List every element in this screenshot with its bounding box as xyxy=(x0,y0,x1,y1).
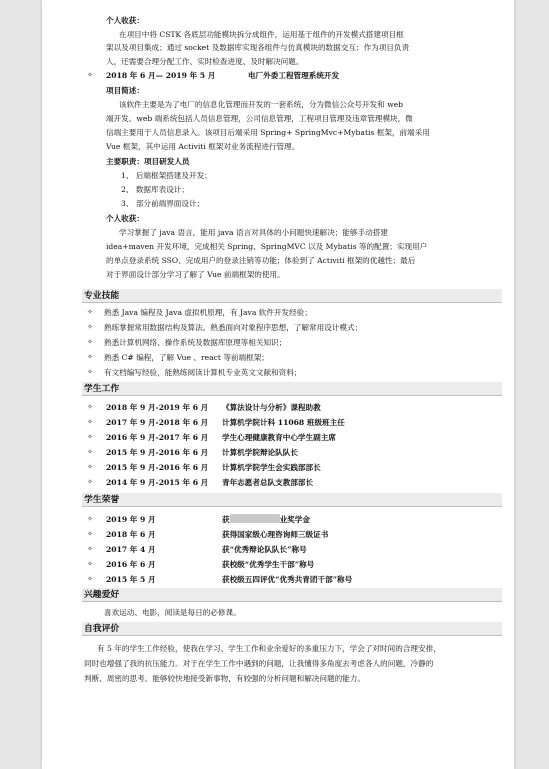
bullet-icon: ✧ xyxy=(87,403,93,411)
section-header-self-evaluation: 自我评价 xyxy=(82,622,502,636)
personal-gain-label: 个人收获： xyxy=(106,16,144,25)
intro-line: 端开发。web 端系统包括人员信息管理，公司信息管理，工程项目管理及违章管理模块，微 xyxy=(106,114,413,123)
skill-item: 熟练掌握常用数据结构及算法，熟悉面向对象程序思想，了解常用设计模式； xyxy=(104,323,363,332)
honor-award: 获得国家级心理咨询师三级证书 xyxy=(222,530,329,539)
work-period: 2016 年 9 月-2017 年 6 月 xyxy=(106,433,209,442)
personal-gain-label: 个人收获： xyxy=(106,214,144,223)
bullet-icon: ✧ xyxy=(87,71,93,79)
honor-award: 获 业奖学金 xyxy=(222,515,310,524)
honor-date: 2019 年 9 月 xyxy=(106,515,156,524)
bullet-icon: ✧ xyxy=(87,338,93,346)
hobbies-text: 喜欢运动、电影，阅读是每日的必修课。 xyxy=(104,608,241,617)
section-header-hobbies: 兴趣爱好 xyxy=(82,588,502,602)
bullet-icon: ✧ xyxy=(87,353,93,361)
work-role: 《算法设计与分析》课程助教 xyxy=(222,403,321,412)
section-header-honors: 学生荣誉 xyxy=(82,493,502,507)
honor-date: 2015 年 5 月 xyxy=(106,575,156,584)
project-intro-label: 项目简述： xyxy=(106,86,144,95)
bullet-icon: ✧ xyxy=(87,463,93,471)
bullet-icon: ✧ xyxy=(87,515,93,523)
bullet-icon: ✧ xyxy=(87,418,93,426)
section-header-student-work: 学生工作 xyxy=(82,382,502,396)
self-eval-line: 判断、周密的思考。能够较快地接受新事物，有较强的分析问题和解决问题的能力。 xyxy=(84,674,365,683)
gain-line: 对于界面设计部分学习了解了 Vue 前端框架的使用。 xyxy=(106,270,285,279)
work-period: 2015 年 9 月-2016 年 6 月 xyxy=(106,448,209,457)
bullet-icon: ✧ xyxy=(87,368,93,376)
bullet-icon: ✧ xyxy=(87,323,93,331)
resume-page xyxy=(42,0,514,769)
duty-item: 1、 后端框架搭建及开发； xyxy=(121,171,212,180)
bullet-icon: ✧ xyxy=(87,448,93,456)
skill-item: 熟悉计算机网络、操作系统及数据库原理等相关知识； xyxy=(104,338,287,347)
project-period: 2018 年 6 月— 2019 年 5 月 xyxy=(106,71,216,80)
project-name: 电厂外委工程管理系统开发 xyxy=(248,71,340,80)
duty-label: 主要职责：项目研发人员 xyxy=(106,157,190,166)
gain-line: 学习掌握了 java 语言，能用 java 语言对具体的小问题快速解决；能够手动搭建 xyxy=(119,228,388,237)
gain-line: 人，还需要合理分配工作、实时检查进度、及时解决问题。 xyxy=(106,57,304,66)
honor-date: 2016 年 6 月 xyxy=(106,560,156,569)
honor-award: 获校级“优秀学生干部”称号 xyxy=(222,560,315,569)
honor-date: 2017 年 4 月 xyxy=(106,545,156,554)
work-period: 2014 年 9 月-2015 年 6 月 xyxy=(106,478,209,487)
honor-award: 获校级五四评优“优秀共青团干部”称号 xyxy=(222,575,353,584)
skill-item: 熟悉 C# 编程，了解 Vue 、react 等前端框架； xyxy=(104,353,269,362)
bullet-icon: ✧ xyxy=(87,530,93,538)
gain-line: 在项目中将 CSTK 各底层功能模块拆分成组件，运用基于组件的开发模式搭建项目框 xyxy=(119,30,404,39)
bullet-icon: ✧ xyxy=(87,478,93,486)
work-role: 计算机学院计科 11068 班级班主任 xyxy=(222,418,345,427)
intro-line: 信端主要用于人员信息录入。该项目后端采用 Spring+ SpringMvc+Mybatis 框架，前端采用 xyxy=(106,128,430,137)
honor-date: 2018 年 6 月 xyxy=(106,530,156,539)
intro-line: 该软件主要是为了电厂的信息化管理而开发的一套系统，分为微信公众号开发和 web xyxy=(119,100,404,109)
work-role: 青年志愿者总队支教部部长 xyxy=(222,478,314,487)
bullet-icon: ✧ xyxy=(87,560,93,568)
bullet-icon: ✧ xyxy=(87,545,93,553)
intro-line: Vue 框架，其中运用 Activiti 框架对业务流程进行管理。 xyxy=(106,142,300,151)
bullet-icon: ✧ xyxy=(87,308,93,316)
bullet-icon: ✧ xyxy=(87,575,93,583)
bullet-icon: ✧ xyxy=(87,433,93,441)
work-role: 计算机学院辩论队队长 xyxy=(222,448,298,457)
gain-line: 的单点登录系统 SSO、完成用户的登录注销等功能；体验到了 Activiti 框架的优越性；最后 xyxy=(106,256,416,265)
section-header-skills: 专业技能 xyxy=(82,289,502,303)
work-period: 2015 年 9 月-2016 年 6 月 xyxy=(106,463,209,472)
work-period: 2018 年 9 月-2019 年 6 月 xyxy=(106,403,209,412)
gain-line: 架以及项目集成；通过 socket 及数据库实现各组件与仿真模块的数据交互；作为项目负责 xyxy=(106,43,410,52)
honor-award: 获“优秀辩论队队长”称号 xyxy=(222,545,307,554)
skill-item: 有文档编写经验，能熟练阅读计算机专业英文文献和资料； xyxy=(104,368,302,377)
work-role: 学生心理健康教育中心学生副主席 xyxy=(222,433,336,442)
duty-item: 3、 部分前端界面设计； xyxy=(121,199,205,208)
redacted-block xyxy=(230,514,280,523)
work-period: 2017 年 9 月-2018 年 6 月 xyxy=(106,418,209,427)
duty-item: 2、 数据库表设计； xyxy=(121,185,189,194)
work-role: 计算机学院学生会实践部部长 xyxy=(222,463,321,472)
gain-line: idea+maven 开发环境，完成相关 Spring、SpringMVC 以及 Mybatis 等的配置；实现用户 xyxy=(106,242,428,251)
self-eval-line: 同时也增强了我的抗压能力。对于在学生工作中遇到的问题，让我懂得多角度去考虑各人的问题，冷静的 xyxy=(84,659,434,668)
self-eval-line: 有 5 年的学生工作经验，使我在学习、学生工作和业余爱好的多重压力下，学会了对时间的合理安排， xyxy=(97,644,441,653)
skill-item: 熟悉 Java 编程及 Java 虚拟机原理，有 Java 软件开发经验； xyxy=(104,308,312,317)
